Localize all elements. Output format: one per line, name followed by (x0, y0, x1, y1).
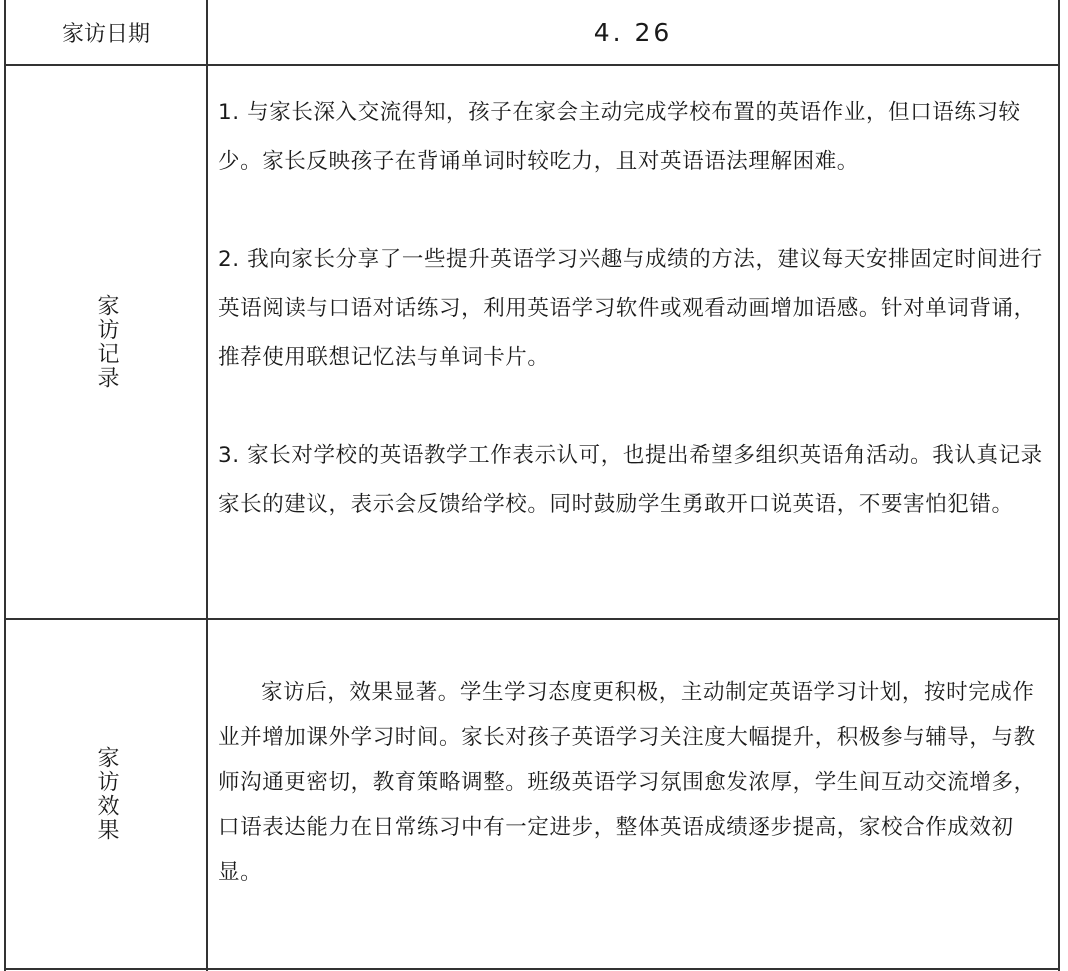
visit-date-label (6, 0, 206, 64)
table-column-divider (206, 0, 208, 971)
visit-record-content (218, 88, 1052, 529)
visit-effect-label (6, 620, 206, 968)
visit-record-paragraph: 2. 我向家长分享了一些提升英语学习兴趣与成绩的方法，建议每天安排固定时间进行英语阅读与口语对话练习，利用英语学习软件或观看动画增加语感。针对单词背诵，推荐使用联想记忆法与单词卡片。 (218, 247, 1043, 370)
visit-record-label (6, 66, 206, 618)
visit-record-paragraph: 3. 家长对学校的英语教学工作表示认可，也提出希望多组织英语角活动。我认真记录家长的建议，表示会反馈给学校。同时鼓励学生勇敢开口说英语，不要害怕犯错。 (218, 443, 1043, 517)
visit-date-label-text: 家访日期 (61, 21, 150, 47)
visit-effect-label-text: 家访效果 (94, 746, 119, 842)
visit-date-value: 4. 26 (593, 17, 673, 47)
table-border-right (1058, 0, 1060, 971)
visit-record-label-text: 家访记录 (94, 294, 119, 390)
visit-effect-paragraph: 家访后，效果显著。学生学习态度更积极，主动制定英语学习计划，按时完成作业并增加课外学习时间。家长对孩子英语学习关注度大幅提升，积极参与辅导，与教师沟通更密切，教育策略调整。班级英语学习氛围愈发浓厚，学生间互动交流增多，口语表达能力在日常练习中有一定进步，整体英语成绩逐步提高，家校合作成效初显。 (218, 680, 1036, 885)
visit-record-paragraph: 1. 与家长深入交流得知，孩子在家会主动完成学校布置的英语作业，但口语练习较少。家长反映孩子在背诵单词时较吃力，且对英语语法理解困难。 (218, 100, 1021, 174)
table-border-bottom (4, 968, 1060, 970)
visit-effect-content (218, 670, 1052, 895)
